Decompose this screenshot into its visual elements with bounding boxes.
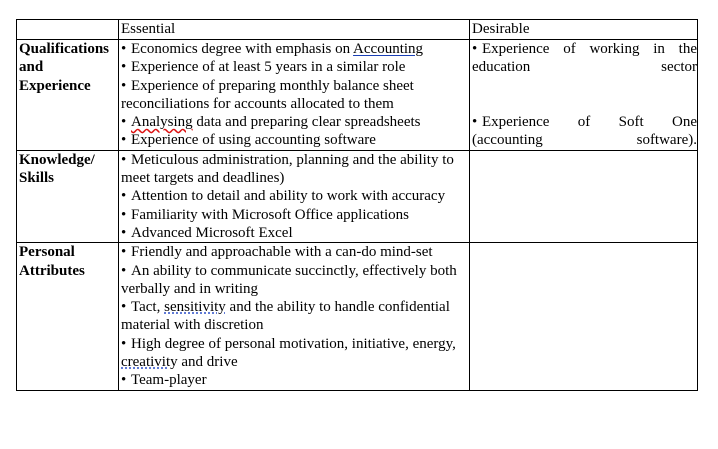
essential-item-text: Friendly and approachable with a can-do mind-set — [131, 244, 433, 261]
essential-item — [121, 371, 469, 389]
desirable-item — [472, 113, 697, 150]
header-blank-cell — [17, 20, 119, 40]
desirable-item-text: Experience of working in the education sector — [472, 41, 697, 76]
essential-item-text: Familiarity with Microsoft Office applications — [131, 206, 409, 223]
header-desirable: Desirable — [470, 20, 698, 40]
essential-item-text: Advanced Microsoft Excel — [131, 224, 293, 241]
desirable-spacer — [472, 77, 697, 113]
desirable-item-text: Experience of Soft One (accounting software). — [472, 113, 697, 148]
bullet-icon: • — [121, 206, 127, 223]
bullet-icon: • — [121, 132, 127, 149]
marked-word: sensitivity — [164, 299, 226, 316]
essential-cell-qualifications — [119, 40, 470, 151]
row-knowledge-skills — [17, 150, 698, 242]
bullet-icon: • — [121, 188, 127, 205]
essential-item — [121, 131, 469, 149]
essential-cell-personal — [119, 243, 470, 390]
row-qualifications — [17, 40, 698, 151]
essential-item — [121, 187, 469, 205]
essential-item-text: An ability to communicate succinctly, effectively both verbally and in writing — [121, 262, 457, 297]
essential-item — [121, 58, 469, 76]
row-personal-attributes — [17, 243, 698, 390]
essential-item-text: Attention to detail and ability to work with accuracy — [131, 188, 446, 205]
essential-item — [121, 206, 469, 224]
bullet-icon: • — [121, 335, 127, 352]
bullet-icon: • — [121, 59, 127, 76]
desirable-cell-knowledge — [470, 150, 698, 242]
desirable-item — [472, 40, 697, 77]
essential-item — [121, 224, 469, 242]
essential-item — [121, 151, 469, 188]
category-personal-attributes: Personal Attributes — [17, 243, 119, 390]
bullet-icon: • — [121, 299, 127, 316]
essential-item-text: Team-player — [131, 372, 207, 389]
essential-item — [121, 262, 469, 299]
essential-item-text: Meticulous administration, planning and the ability to meet targets and deadlines) — [121, 151, 454, 187]
essential-item-text: Experience of preparing monthly balance sheet reconciliations for accounts allocated to them — [121, 77, 414, 112]
essential-item — [121, 335, 469, 372]
essential-item — [121, 243, 469, 261]
bullet-icon: • — [121, 262, 127, 279]
bullet-icon: • — [121, 372, 127, 389]
essential-item — [121, 298, 469, 335]
category-qualifications: Qualifications and Experience — [17, 40, 119, 151]
bullet-icon: • — [472, 113, 478, 130]
essential-item — [121, 77, 469, 114]
marked-word: Accounting — [353, 41, 424, 57]
bullet-icon: • — [121, 151, 127, 168]
desirable-cell-personal — [470, 243, 698, 390]
bullet-icon: • — [121, 77, 127, 94]
bullet-icon: • — [472, 41, 478, 57]
marked-word: Analysing — [131, 114, 193, 131]
bullet-icon: • — [121, 244, 127, 261]
essential-item-text: Experience of at least 5 years in a similar role — [131, 59, 406, 76]
marked-word: creativity — [121, 354, 178, 371]
essential-item-text: Economics degree with emphasis on Accounting — [131, 41, 424, 57]
essential-item-text: Analysing data and preparing clear spreadsheets — [131, 114, 421, 131]
essential-item — [121, 40, 469, 58]
essential-item-text: High degree of personal motivation, initiative, energy, creativity and drive — [121, 335, 456, 371]
essential-item-text: Tact, sensitivity and the ability to handle confidential material with discretion — [121, 299, 450, 334]
person-specification-table — [16, 19, 698, 391]
bullet-icon: • — [121, 114, 127, 131]
desirable-cell-qualifications — [470, 40, 698, 151]
bullet-icon: • — [121, 41, 127, 57]
essential-item-text: Experience of using accounting software — [131, 132, 376, 149]
header-essential: Essential — [119, 20, 470, 40]
essential-cell-knowledge — [119, 150, 470, 242]
bullet-icon: • — [121, 224, 127, 241]
header-row — [17, 20, 698, 40]
essential-item — [121, 113, 469, 131]
category-knowledge-skills: Knowledge/ Skills — [17, 150, 119, 242]
